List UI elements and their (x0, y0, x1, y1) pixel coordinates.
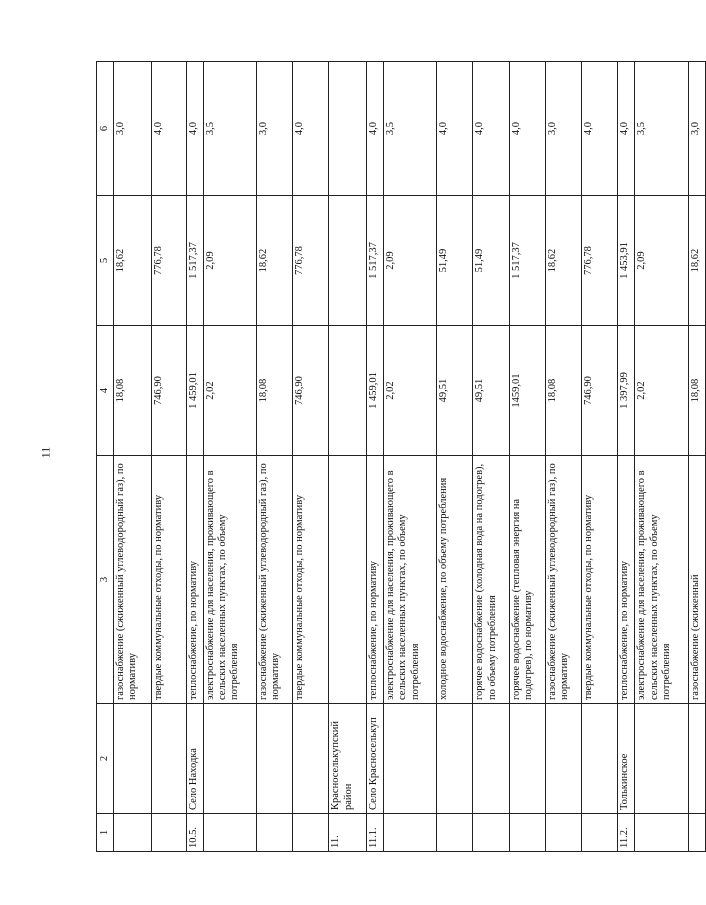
table-row (688, 62, 705, 852)
row-number-cell (114, 814, 152, 852)
value-col5-cell: 51,49 (437, 196, 473, 326)
row-number-cell (582, 814, 618, 852)
value-col6-cell: 3,5 (383, 62, 436, 196)
value-col5-cell: 18,62 (545, 196, 581, 326)
row-number-cell (545, 814, 581, 852)
settlement-cell: Село Находка (186, 704, 203, 814)
row-number-cell: 11.1. (366, 814, 383, 852)
service-cell: твердые коммунальные отходы, по нормативу (582, 456, 618, 704)
service-cell: холодное водоснабжение, по объему потребления (437, 456, 473, 704)
value-col5-cell: 2,09 (383, 196, 436, 326)
row-number-cell (293, 814, 329, 852)
value-col4-cell: 2,02 (383, 326, 436, 456)
settlement-cell (114, 704, 152, 814)
table-row (473, 62, 509, 852)
row-number-cell: 10.5. (186, 814, 203, 852)
value-col6-cell: 3,0 (256, 62, 292, 196)
value-col6-cell: 4,0 (186, 62, 203, 196)
value-col5-cell (329, 196, 366, 326)
value-col4-cell: 1 459,01 (366, 326, 383, 456)
value-col4-cell: 1 459,01 (186, 326, 203, 456)
settlement-cell (203, 704, 256, 814)
table-row (186, 62, 203, 852)
value-col6-cell: 3,5 (203, 62, 256, 196)
value-col5-cell: 1 517,37 (366, 196, 383, 326)
settlement-cell (582, 704, 618, 814)
table-row (203, 62, 256, 852)
value-col4-cell (329, 326, 366, 456)
value-col6-cell: 4,0 (293, 62, 329, 196)
page-number: 11 (38, 446, 53, 459)
settlement-cell (437, 704, 473, 814)
value-col6-cell: 4,0 (618, 62, 635, 196)
table-row (256, 62, 292, 852)
service-cell: газоснабжение (сжиженный углеводородный газ), по нормативу (256, 456, 292, 704)
value-col4-cell: 746,90 (582, 326, 618, 456)
row-number-cell (203, 814, 256, 852)
row-number-cell (256, 814, 292, 852)
service-cell: газоснабжение (сжиженный углеводородный газ), по нормативу (545, 456, 581, 704)
value-col6-cell: 3,0 (688, 62, 705, 196)
row-number-cell (383, 814, 436, 852)
service-cell: теплоснабжение, по нормативу (366, 456, 383, 704)
service-cell: электроснабжение для населения, проживающего в сельских населенных пунктах, по объему потребления (383, 456, 436, 704)
settlement-cell (383, 704, 436, 814)
service-cell: газоснабжение (сжиженный углеводородный газ), по нормативу (114, 456, 152, 704)
settlement-cell (256, 704, 292, 814)
row-number-cell (473, 814, 509, 852)
header-cell: 6 (97, 62, 114, 196)
service-cell: твердые коммунальные отходы, по нормативу (293, 456, 329, 704)
value-col5-cell: 776,78 (582, 196, 618, 326)
service-cell: теплоснабжение, по нормативу (186, 456, 203, 704)
value-col4-cell: 18,08 (114, 326, 152, 456)
header-cell: 4 (97, 326, 114, 456)
settlement-cell (152, 704, 186, 814)
value-col4-cell: 1459,01 (509, 326, 545, 456)
value-col6-cell: 3,5 (635, 62, 688, 196)
table-row (152, 62, 186, 852)
tariff-table (96, 61, 706, 852)
value-col5-cell: 776,78 (152, 196, 186, 326)
settlement-cell (293, 704, 329, 814)
row-number-cell: 11. (329, 814, 366, 852)
table-row (114, 62, 152, 852)
value-col6-cell: 4,0 (437, 62, 473, 196)
settlement-cell: Красноселькупский район (329, 704, 366, 814)
value-col6-cell: 4,0 (366, 62, 383, 196)
header-cell: 3 (97, 456, 114, 704)
table-row (618, 62, 635, 852)
service-cell: твердые коммунальные отходы, по нормативу (152, 456, 186, 704)
value-col5-cell: 18,62 (114, 196, 152, 326)
value-col5-cell: 18,62 (256, 196, 292, 326)
value-col6-cell: 4,0 (509, 62, 545, 196)
value-col4-cell: 49,51 (437, 326, 473, 456)
table-row (329, 62, 366, 852)
value-col5-cell: 18,62 (688, 196, 705, 326)
value-col6-cell: 4,0 (582, 62, 618, 196)
settlement-cell (545, 704, 581, 814)
value-col6-cell (329, 62, 366, 196)
header-cell: 2 (97, 704, 114, 814)
value-col4-cell: 2,02 (635, 326, 688, 456)
value-col5-cell: 2,09 (635, 196, 688, 326)
table-row (545, 62, 581, 852)
table-header-row (97, 62, 114, 852)
table-row (383, 62, 436, 852)
value-col6-cell: 4,0 (152, 62, 186, 196)
value-col4-cell: 18,08 (688, 326, 705, 456)
settlement-cell (473, 704, 509, 814)
settlement-cell (635, 704, 688, 814)
table-row (635, 62, 688, 852)
value-col4-cell: 18,08 (545, 326, 581, 456)
service-cell: электроснабжение для населения, проживающего в сельских населенных пунктах, по объему потребления (203, 456, 256, 704)
service-cell: горячее водоснабжение (холодная вода на подогрев), по объему потребления (473, 456, 509, 704)
table-row (437, 62, 473, 852)
value-col6-cell: 3,0 (114, 62, 152, 196)
header-cell: 5 (97, 196, 114, 326)
table-row (366, 62, 383, 852)
value-col5-cell: 1 517,37 (186, 196, 203, 326)
row-number-cell (509, 814, 545, 852)
header-cell: 1 (97, 814, 114, 852)
row-number-cell (152, 814, 186, 852)
settlement-cell (688, 704, 705, 814)
row-number-cell: 11.2. (618, 814, 635, 852)
value-col4-cell: 2,02 (203, 326, 256, 456)
service-cell: горячее водоснабжение (тепловая энергия на подогрев), по нормативу (509, 456, 545, 704)
service-cell (329, 456, 366, 704)
value-col5-cell: 1 453,91 (618, 196, 635, 326)
table-row (582, 62, 618, 852)
settlement-cell (509, 704, 545, 814)
rotated-table-wrapper (96, 62, 706, 852)
value-col4-cell: 49,51 (473, 326, 509, 456)
value-col4-cell: 746,90 (152, 326, 186, 456)
settlement-cell: Село Красноселькуп (366, 704, 383, 814)
value-col5-cell: 2,09 (203, 196, 256, 326)
value-col6-cell: 4,0 (473, 62, 509, 196)
service-cell: газоснабжение (сжиженный (688, 456, 705, 704)
value-col4-cell: 746,90 (293, 326, 329, 456)
settlement-cell: Толькинское (618, 704, 635, 814)
row-number-cell (635, 814, 688, 852)
value-col4-cell: 1 397,99 (618, 326, 635, 456)
value-col5-cell: 1 517,37 (509, 196, 545, 326)
table-row (509, 62, 545, 852)
row-number-cell (437, 814, 473, 852)
table-row (293, 62, 329, 852)
service-cell: электроснабжение для населения, проживающего в сельских населенных пунктах, по объему потребления (635, 456, 688, 704)
value-col5-cell: 51,49 (473, 196, 509, 326)
value-col6-cell: 3,0 (545, 62, 581, 196)
value-col5-cell: 776,78 (293, 196, 329, 326)
value-col4-cell: 18,08 (256, 326, 292, 456)
row-number-cell (688, 814, 705, 852)
service-cell: теплоснабжение, по нормативу (618, 456, 635, 704)
